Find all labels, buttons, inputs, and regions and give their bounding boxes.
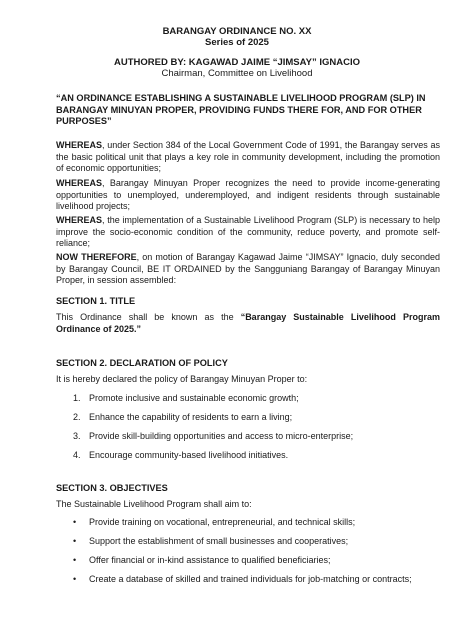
author-block — [0, 57, 474, 79]
list-text: Support the establishment of small businesses and cooperatives; — [89, 536, 349, 546]
list-marker: 4. — [73, 450, 81, 460]
section-1-heading: SECTION 1. TITLE — [56, 296, 136, 306]
section-3-intro: The Sustainable Livelihood Program shall aim to: — [56, 499, 252, 509]
clause-lead: WHEREAS — [56, 140, 103, 150]
list-item — [73, 555, 330, 566]
list-text: Offer financial or in-kind assistance to qualified beneficiaries; — [89, 555, 331, 565]
clause-text: , under Section 384 of the Local Government Code of 1991, the Barangay serves as the basic political unit that plays a key role in community development, including the promotion of economic opportunities; — [56, 140, 440, 173]
clause-lead: WHEREAS — [56, 215, 103, 225]
list-item — [73, 412, 292, 423]
bullet-icon: • — [73, 517, 77, 527]
list-item — [73, 574, 412, 585]
section-1-text-pre: This Ordinance shall be known as the — [56, 312, 241, 322]
authored-by: AUTHORED BY: KAGAWAD JAIME “JIMSAY” IGNACIO — [114, 57, 360, 68]
section-1-text — [56, 312, 440, 335]
bullet-icon: • — [73, 555, 77, 565]
ordinance-title: “AN ORDINANCE ESTABLISHING A SUSTAINABLE LIVELIHOOD PROGRAM (SLP) IN BARANGAY MINUYAN PROPER, PROVIDING FUNDS THERE FOR, AND FOR OTHER PURPOSES” — [56, 93, 426, 126]
list-text: Provide skill-building opportunities and access to micro-enterprise; — [89, 431, 354, 441]
whereas-clause-2 — [56, 178, 440, 213]
bullet-icon: • — [73, 574, 77, 584]
list-item — [73, 536, 348, 547]
section-1-short-title: “Barangay Sustainable Livelihood Program Ordinance of 2025.” — [56, 312, 440, 334]
list-text: Create a database of skilled and trained individuals for job-matching or contracts; — [89, 574, 412, 584]
list-text: Enhance the capability of residents to earn a living; — [89, 412, 293, 422]
ordinance-header — [0, 26, 474, 48]
ordinance-series: Series of 2025 — [205, 37, 269, 48]
ordinance-number: BARANGAY ORDINANCE NO. XX — [162, 26, 312, 37]
list-item — [73, 517, 355, 528]
bullet-icon: • — [73, 536, 77, 546]
list-marker: 3. — [73, 431, 81, 441]
list-item — [73, 450, 288, 461]
list-text: Promote inclusive and sustainable economic growth; — [89, 393, 299, 403]
list-marker: 1. — [73, 393, 81, 403]
now-therefore-clause — [56, 252, 440, 287]
list-text: Provide training on vocational, entrepreneurial, and technical skills; — [89, 517, 356, 527]
list-item — [73, 431, 353, 442]
clause-text: , Barangay Minuyan Proper recognizes the need to provide income-generating opportunities to unemployed, underemployed, and indigent residents through sustainable livelihood projects; — [56, 178, 440, 211]
list-marker: 2. — [73, 412, 81, 422]
section-3-heading: SECTION 3. OBJECTIVES — [56, 483, 168, 493]
list-text: Encourage community-based livelihood initiatives. — [89, 450, 289, 460]
clause-lead: WHEREAS — [56, 178, 103, 188]
clause-text: , on motion of Barangay Kagawad Jaime “JIMSAY” Ignacio, duly seconded by Barangay Council, BE IT ORDAINED by the Sangguniang Barangay of Barangay Minuyan Proper, in session assembled: — [56, 252, 440, 285]
clause-text: , the implementation of a Sustainable Livelihood Program (SLP) is necessary to help improve the socio-economic condition of the community, reduce poverty, and promote self-reliance; — [56, 215, 440, 248]
whereas-clause-1 — [56, 140, 440, 175]
list-item — [73, 393, 299, 404]
clause-lead: NOW THEREFORE — [56, 252, 137, 262]
section-2-intro: It is hereby declared the policy of Barangay Minuyan Proper to: — [56, 374, 308, 384]
author-role: Chairman, Committee on Livelihood — [161, 68, 313, 79]
whereas-clause-3 — [56, 215, 440, 250]
section-2-heading: SECTION 2. DECLARATION OF POLICY — [56, 358, 228, 368]
